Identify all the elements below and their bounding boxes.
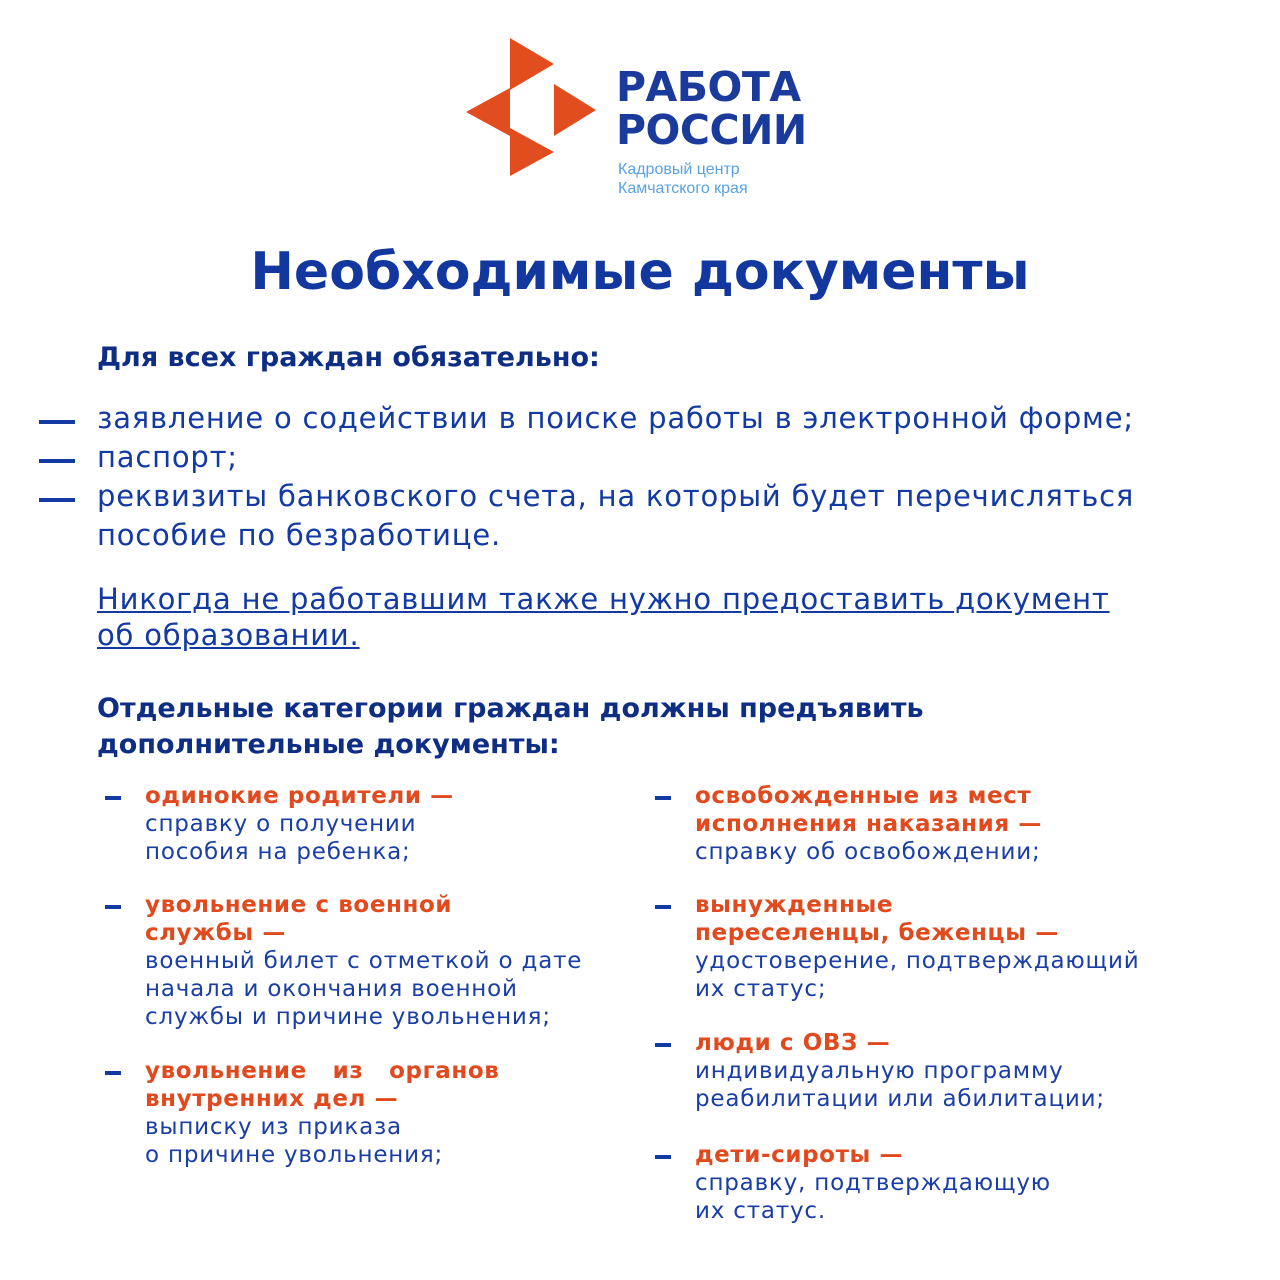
category-title: увольнение из органов [145, 1058, 500, 1084]
required-item-continued: пособие по безработице. [97, 518, 501, 552]
logo-triangle-top [510, 38, 554, 90]
never-worked-note-line1: Никогда не работавшим также нужно предоставить документ [97, 582, 1110, 616]
category-title: дети-сироты — [695, 1142, 904, 1168]
required-heading: Для всех граждан обязательно: [97, 342, 600, 373]
logo-title-line1: РАБОТА [616, 63, 801, 111]
category-title: внутренних дел — [145, 1086, 399, 1112]
logo-subtitle-line1: Кадровый центр [618, 161, 740, 178]
logo-subtitle-line2: Камчатского края [618, 180, 748, 197]
category-title: одинокие родители — [145, 783, 454, 809]
logo-triangle-bottom [510, 128, 554, 176]
category-desc: справку, подтверждающую [695, 1170, 1051, 1196]
dash-icon [655, 1155, 671, 1159]
category-desc: удостоверение, подтверждающий [695, 948, 1140, 974]
category-desc: военный билет с отметкой о дате [145, 948, 583, 974]
logo-triangle-left [466, 88, 510, 136]
category-desc: начала и окончания военной [145, 976, 518, 1002]
dash-icon [655, 796, 671, 800]
logo-title-line2: РОССИИ [616, 106, 807, 154]
required-item: заявление о содействии в поиске работы в электронной форме; [97, 401, 1134, 435]
category-desc: их статус. [695, 1198, 826, 1224]
category-title: люди с ОВЗ — [695, 1030, 891, 1056]
category-desc: реабилитации или абилитации; [695, 1086, 1105, 1112]
additional-heading-line2: дополнительные документы: [97, 729, 560, 760]
rabota-rossii-logo-icon [462, 38, 602, 180]
category-title: освобожденные из мест [695, 783, 1032, 809]
required-item: паспорт; [97, 440, 238, 474]
category-desc: индивидуальную программу [695, 1058, 1064, 1084]
never-worked-note[interactable] [97, 581, 1227, 653]
never-worked-note-line2: об образовании. [97, 618, 360, 652]
category-desc: о причине увольнения; [145, 1142, 444, 1168]
category-desc: службы и причине увольнения; [145, 1004, 551, 1030]
category-desc: справку о получении [145, 811, 417, 837]
page-title: Необходимые документы [250, 242, 1030, 302]
category-desc: их статус; [695, 976, 827, 1002]
dash-icon [39, 459, 75, 463]
dash-icon [105, 796, 121, 800]
logo-triangle-right [554, 84, 596, 136]
dash-icon [39, 498, 75, 502]
category-title: службы — [145, 920, 287, 946]
dash-icon [655, 905, 671, 909]
category-desc: пособия на ребенка; [145, 839, 411, 865]
category-title: переселенцы, беженцы — [695, 920, 1059, 946]
dash-icon [39, 420, 75, 424]
category-title: исполнения наказания — [695, 811, 1042, 837]
additional-heading-line1: Отдельные категории граждан должны предъявить [97, 693, 924, 724]
category-desc: выписку из приказа [145, 1114, 402, 1140]
dash-icon [105, 1071, 121, 1075]
dash-icon [105, 905, 121, 909]
category-title: вынужденные [695, 892, 894, 918]
category-desc: справку об освобождении; [695, 839, 1041, 865]
required-item: реквизиты банковского счета, на который будет перечисляться [97, 479, 1135, 513]
dash-icon [655, 1043, 671, 1047]
category-title: увольнение с военной [145, 892, 453, 918]
